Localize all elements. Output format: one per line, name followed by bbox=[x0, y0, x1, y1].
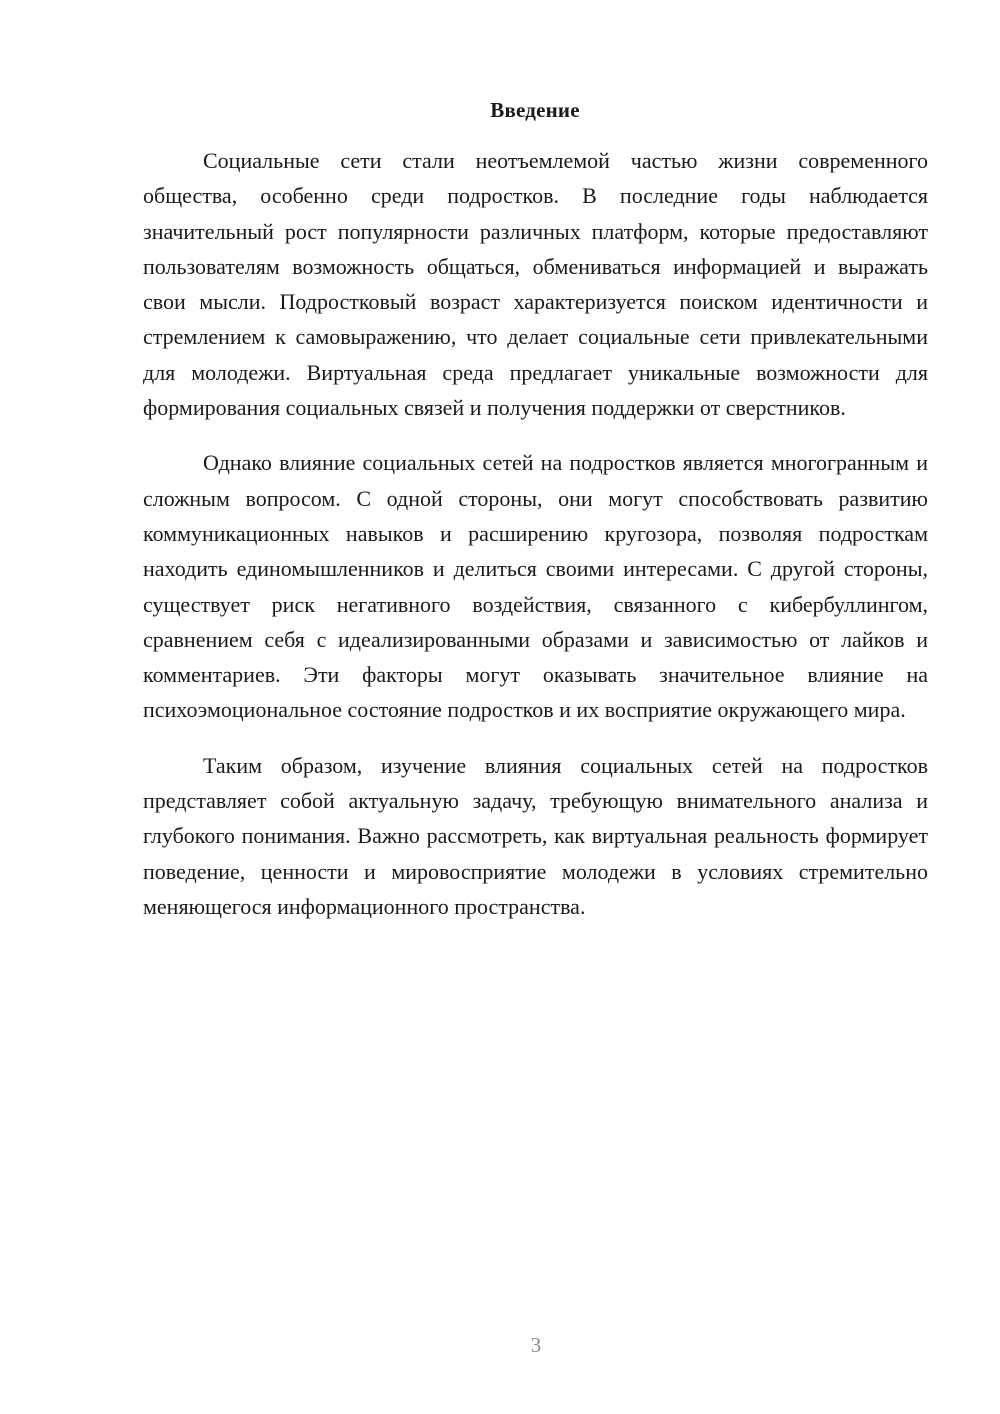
paragraph-3: Таким образом, изучение влияния социальных сетей на подростков представляет собой актуальную задачу, требующую внимательного анализа и глубокого понимания. Важно рассмотреть, как виртуальная реальность формирует поведение, ценности и мировосприятие молодежи в условиях стремительно меняющегося информационного пространства. bbox=[143, 752, 928, 919]
paragraph-1: Социальные сети стали неотъемлемой частью жизни современного общества, особенно среди подростков. В последние годы наблюдается значительный рост популярности различных платформ, которые предоставляют пользователям возможность общаться, обмениваться информацией и выражать свои мысли. Подростковый возраст характеризуется поиском идентичности и стремлением к самовыражению, что делает социальные сети привлекательными для молодежи. Виртуальная среда предлагает уникальные возможности для формирования социальных связей и получения поддержки от сверстников. bbox=[143, 148, 928, 421]
page-number: 3 bbox=[530, 1333, 542, 1357]
body-text bbox=[143, 143, 928, 944]
section-heading: Введение bbox=[490, 98, 580, 122]
paragraph-2: Однако влияние социальных сетей на подростков является многогранным и сложным вопросом. С одной стороны, они могут способствовать развитию коммуникационных навыков и расширению кругозора, позволяя подросткам находить единомышленников и делиться своими интересами. С другой стороны, существует риск негативного воздействия, связанного с кибербуллингом, сравнением себя с идеализированными образами и зависимостью от лайков и комментариев. Эти факторы могут оказывать значительное влияние на психоэмоциональное состояние подростков и их восприятие окружающего мира. bbox=[143, 450, 928, 723]
